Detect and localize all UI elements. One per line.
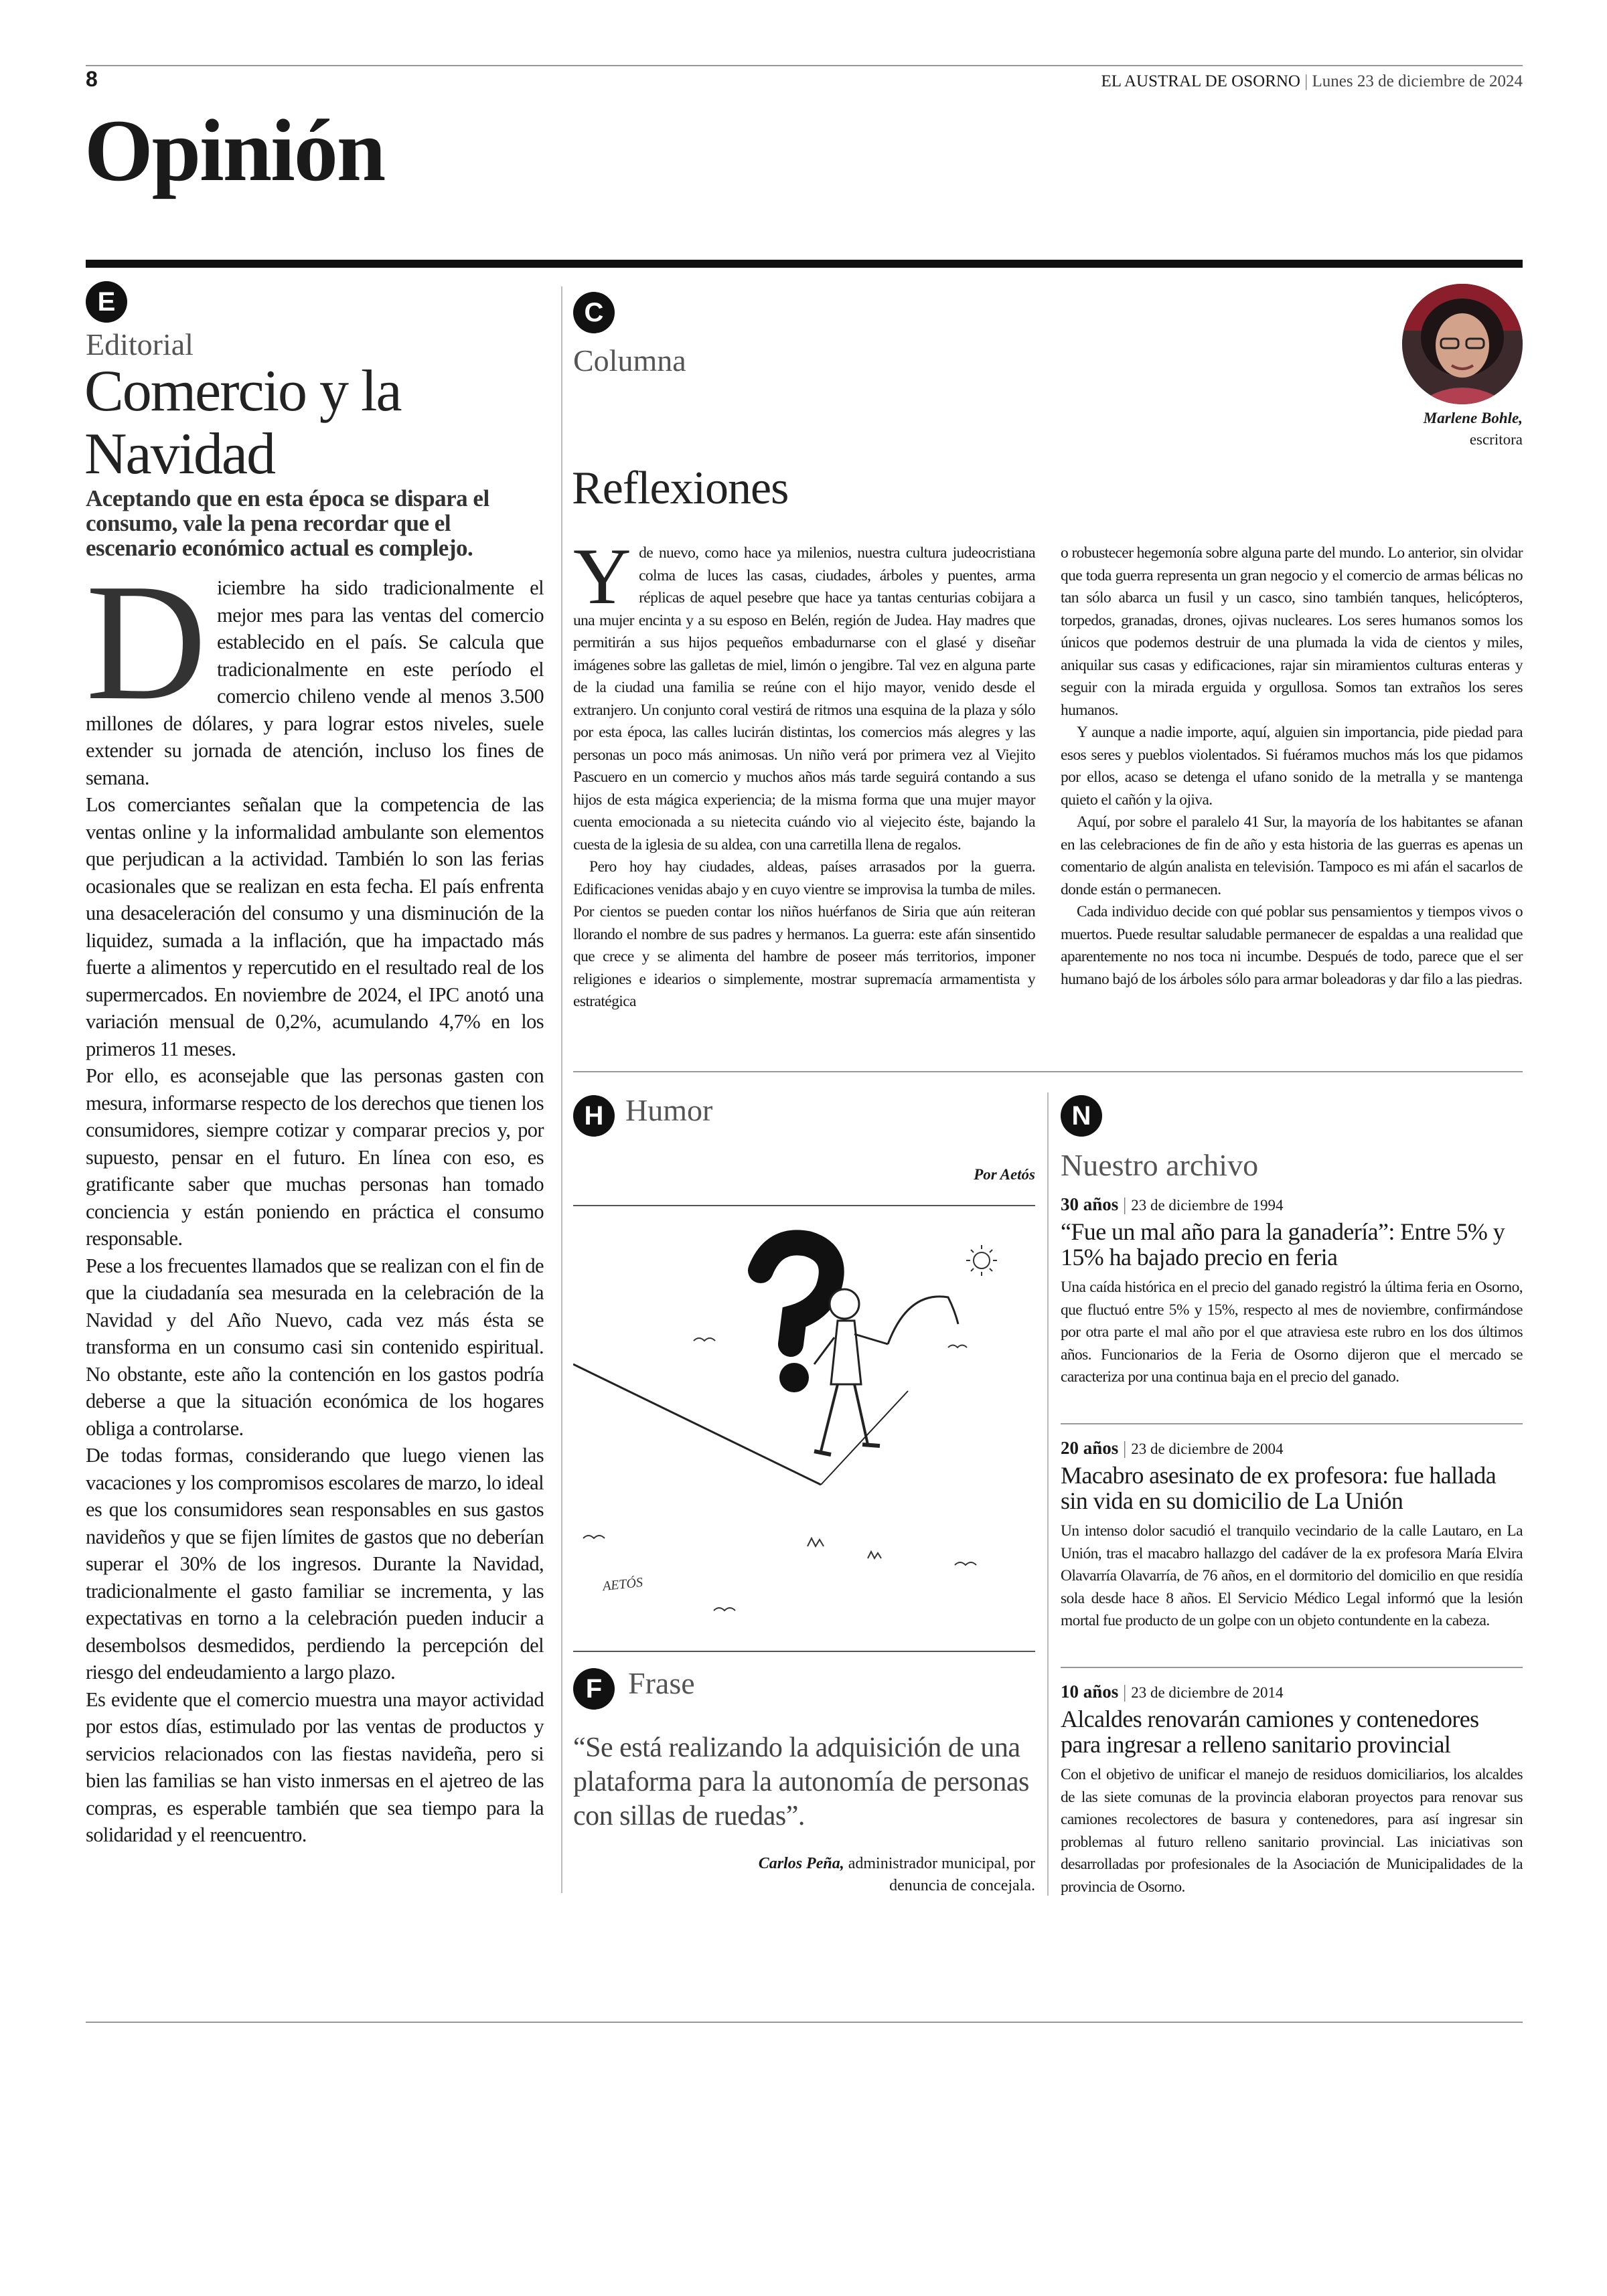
column-divider: [561, 286, 562, 1893]
humor-badge: H: [573, 1095, 615, 1137]
archive-years: 10 años: [1061, 1682, 1119, 1702]
column-paragraph: Cada individuo decide con qué poblar sus pensamientos y tiempos vivos o muertos. Puede resultar saludable permanecer de espaldas a una realidad que aparentemente no nos toca ni incumbe. Después de todo, parece que el ser humano bajó de los árboles sólo para armar boleadoras y dar filo a las piedras.: [1061, 903, 1523, 988]
editorial-paragraph: Es evidente que el comercio muestra una mayor actividad por estos días, estimulado por las ventas de productos y servicios relacionados con las fiestas navideña, pero si bien las familias se han visto inmersas en el ajetreo de las compras, es esperable también que sea tiempo para la solidaridad y el reencuentro.: [86, 1688, 544, 1846]
section-title: Opinión: [84, 101, 385, 199]
column-author-role: escritora: [1469, 431, 1523, 448]
editorial-dropcap: D: [86, 550, 206, 735]
humor-kicker: Humor: [625, 1093, 713, 1127]
editorial-badge: E: [86, 281, 127, 323]
humor-credit: Por Aetós: [974, 1166, 1035, 1183]
editorial-paragraph: Los comerciantes señalan que la competencia de las ventas online y la informalidad ambulante son elementos que perjudican a la actividad. También lo son las ferias ocasionales que se realizan en esta fecha. El país enfrenta una desaceleración del consumo y una disminución de la liquidez, sumada a la inflación, que ha impactado más fuerte a alimentos y repercutido en el resultado real de los supermercados. En noviembre de 2024, el IPC anotó una variación mensual de 0,2%, acumulando 4,7% en los primeros 11 meses.: [86, 793, 544, 1060]
author-photo: [1402, 284, 1523, 404]
column-paragraph: Aquí, por sobre el paralelo 41 Sur, la mayoría de los habitantes se afanan en las celebraciones de fin de año y esta historia de las guerras es apenas un comentario de algún analista en televisión. Tampoco es mi afán el sacarlos de donde están o permanecen.: [1061, 813, 1523, 898]
editorial-kicker: Editorial: [86, 327, 194, 361]
editorial-paragraph: Pese a los frecuentes llamados que se realizan con el fin de que la ciudadanía sea mesurada en la celebración de la Navidad y del Año Nuevo, cada vez más ésta se transforma en un consumo casi sin contenido espiritual. No obstante, este año la contención en los gastos podría deberse a que la situación económica de los hogares obliga a controlarse.: [86, 1254, 544, 1440]
frase-author-name: Carlos Peña,: [758, 1855, 844, 1872]
archive-badge: N: [1061, 1095, 1102, 1137]
column-body-left: [573, 531, 1035, 1013]
editorial-paragraph: De todas formas, considerando que luego vienen las vacaciones y los compromisos escolares de marzo, lo ideal es que los consumidores sean responsables en sus gastos navideños y que se fijen límites de gastos que no deberían superar el 30% de los ingresos. Durante la Navidad, tradicionalmente el gasto familiar se incrementa, y las expectativas en torno a la celebración pueden inducir a desembolsos desmedidos, perdiendo la percepción del riesgo del endeudamiento a largo plazo.: [86, 1444, 544, 1684]
section-rule: [86, 260, 1523, 268]
column-dropcap: Y: [573, 531, 631, 621]
archive-item: 30 años | 23 de diciembre de 1994 “Fue un mal año para la ganadería”: Entre 5% y 15% ha bajado precio en feria Una caída histórica en el precio del ganado registró la última feria en Osorno, que fluctuó entre 5% y 15%, respecto al mes de noviembre, confirmándose por otra parte el mal año por el que atraviesa este rubro en los dos últimos años. Funcionarios de la Feria de Osorno dijeron que el mercado se caracteriza por una continua baja en el precio del ganado.: [1061, 1194, 1523, 1389]
frase-author-desc: administrador municipal, por denuncia de concejala.: [848, 1855, 1035, 1894]
column-badge: C: [573, 292, 615, 333]
column-title: Reflexiones: [572, 463, 789, 514]
column-paragraph: Y aunque a nadie importe, aquí, alguien sin importancia, pide piedad para esos seres y pueblos violentados. Si fuéramos muchos más los que pidamos por ellos, acaso se detenga el ufano sonido de la metralla y se mantenga quieto el cañón y la ojiva.: [1061, 724, 1523, 809]
editorial-paragraph: Por ello, es aconsejable que las personas gasten con mesura, informarse respecto de los derechos que tienen los consumidores, siempre cotizar y comparar precios y, por supuesto, pensar en el futuro. En línea con eso, es gratificante saber que muchas personas han tomado conciencia y están poniendo en práctica el consumo responsable.: [86, 1064, 544, 1250]
cartoon-top-rule: [573, 1205, 1035, 1206]
frase-quote: “Se está realizando la adquisición de una plataforma para la autonomía de personas con sillas de ruedas”.: [573, 1732, 1029, 1831]
archive-body: Un intenso dolor sacudió el tranquilo vecindario de la calle Lautaro, en La Unión, tras el macabro hallazgo del cadáver de la ex profesora María Elvira Olavarría Olavarría, de 76 años, en el dormitorio del domicilio en que residía sola desde hace 8 años. El Servicio Médico Legal informó que la lesión mortal fue producto de un golpe con un objeto contundente en la cabeza.: [1061, 1522, 1523, 1629]
column-kicker: Columna: [573, 343, 686, 378]
editorial-body: [86, 550, 544, 1849]
masthead: EL AUSTRAL DE OSORNO | Lunes 23 de diciembre de 2024: [1101, 72, 1523, 90]
archive-rule: [1061, 1423, 1523, 1424]
publication-name: EL AUSTRAL DE OSORNO: [1101, 72, 1300, 90]
column-paragraph: o robustecer hegemonía sobre alguna parte del mundo. Lo anterior, sin olvidar que toda guerra representa un gran negocio y el comercio de armas bélicas no tan sólo abarca un fusil y un casco, sino también tanques, helicópteros, torpedos, granadas, drones, ojivas nucleares. Los seres humanos somos los únicos que podemos destruir de una plumada la vida de cientos y miles, aniquilar sus casas y edificaciones, rajar sin miramientos culturas enteras y seguir con la mirada erguida y orgullosa. Somos tan extraños los seres humanos.: [1061, 544, 1523, 719]
archive-years: 30 años: [1061, 1194, 1119, 1214]
column-body-right: [1061, 542, 1523, 991]
editorial-paragraph: iciembre ha sido tradicionalmente el mejor mes para las ventas del comercio establecido en el país. Se calcula que tradicionalmente en este período el comercio chileno vende al menos 3.500 millones de dólares, y para lograr estos niveles, suele extender su jornada de atención, incluso los fines de semana.: [86, 576, 544, 789]
column-paragraph: Pero hoy hay ciudades, aldeas, países arrasados por la guerra. Edificaciones venidas abajo y en cuyo vientre se improvisa la tumba de miles. Por cientos se pueden contar los niños huérfanos de Siria que aún reiteran llorando el nombre de sus padres y hermanos. La guerra: este afán sinsentido que crece y se alimenta del hambre de poseer más territorios, imponer religiones e idearios o simplemente, mostrar supremacía armamentista y estratégica: [573, 858, 1035, 1010]
archive-date: 23 de diciembre de 2014: [1131, 1684, 1284, 1701]
frase-author: [700, 1853, 1035, 1897]
archive-kicker: Nuestro archivo: [1061, 1148, 1259, 1182]
archive-date: 23 de diciembre de 1994: [1131, 1197, 1284, 1214]
archive-headline: Macabro asesinato de ex profesora: fue hallada sin vida en su domicilio de La Unión: [1061, 1462, 1497, 1514]
archive-divider: [1047, 1092, 1049, 1896]
column-author-name: Marlene Bohle,: [1423, 410, 1523, 426]
footer-rule: [86, 2022, 1523, 2023]
archive-rule: [1061, 1667, 1523, 1668]
archive-date: 23 de diciembre de 2004: [1131, 1441, 1284, 1457]
publication-date: Lunes 23 de diciembre de 2024: [1312, 72, 1523, 90]
archive-item: 10 años | 23 de diciembre de 2014 Alcaldes renovarán camiones y contenedores para ingresar a relleno sanitario provincial Con el objetivo de unificar el manejo de residuos domiciliarios, los alcaldes de las siete comunas de la provincia elaboran proyectos para renovar sus camiones recolectores de basura y contenedores, para así ingresar sin problemas al futuro relleno sanitario provincial. Las iniciativas son desarrolladas por profesionales de la Asociación de Municipalidades de la provincia de Osorno.: [1061, 1682, 1523, 1898]
column-bottom-rule: [573, 1071, 1523, 1072]
frase-kicker: Frase: [628, 1666, 695, 1700]
archive-headline: Alcaldes renovarán camiones y contenedores para ingresar a relleno sanitario provincial: [1061, 1706, 1479, 1758]
editorial-lead: Aceptando que en esta época se dispara el consumo, vale la pena recordar que el escenario económico actual es complejo.: [86, 485, 489, 561]
frase-badge: F: [573, 1668, 615, 1710]
archive-body: Con el objetivo de unificar el manejo de residuos domiciliarios, los alcaldes de las siete comunas de la provincia elaboran proyectos para renovar sus camiones recolectores de basura y contenedores, para así ingresar sin problemas al futuro relleno sanitario provincial. Las iniciativas son desarrolladas por profesionales de la Asociación de Municipalidades de la provincia de Osorno.: [1061, 1766, 1523, 1896]
archive-years: 20 años: [1061, 1438, 1119, 1458]
cartoon-signature: AETÓS: [601, 1574, 643, 1594]
editorial-title: Comercio y la Navidad: [84, 359, 401, 487]
column-paragraph: de nuevo, como hace ya milenios, nuestra cultura judeocristiana colma de luces las casas, ciudades, árboles y puentes, arma réplicas de aquel pesebre que hace ya tantas centurias cobijara a una mujer encinta y a su esposo en Belén, región de Judea. Hay madres que permitirán a sus hijos pequeños embadurnarse con el glasé y diseñar imágenes sobre las galletas de miel, limón o jengibre. Tal vez en alguna parte de la ciudad una familia se reúne con el hijo mayor, venido desde el extranjero. Un conjunto coral vestirá de ritmos una esquina de la plaza y sólo por esta época, las calles lucirán distintas, los comercios más alegres y las personas un poco más animosas. Un niño verá por primera vez al Viejito Pascuero en un comercio y muchos años más tarde seguirá contando a sus hijos de esta mágica experiencia; de la misma forma que una mujer mayor cuenta emocionada a su nietecita cuándo vio al viejecito éste, bajando la cuesta de la iglesia de su aldea, con una carretilla llena de regalos.: [573, 544, 1035, 853]
cartoon-bottom-rule: [573, 1651, 1035, 1652]
archive-headline: “Fue un mal año para la ganadería”: Entre 5% y 15% ha bajado precio en feria: [1061, 1218, 1505, 1270]
archive-body: Una caída histórica en el precio del ganado registró la última feria en Osorno, que fluctuó entre 5% y 15%, respecto al mes de noviembre, confirmándose por otra parte el mal año por el que atraviesa este rubro en los dos últimos años. Funcionarios de la Feria de Osorno dijeron que el mercado se caracteriza por una continua baja en el precio del ganado.: [1061, 1279, 1523, 1386]
page-number: 8: [86, 67, 98, 91]
archive-item: 20 años | 23 de diciembre de 2004 Macabro asesinato de ex profesora: fue hallada sin vida en su domicilio de La Unión Un intenso dolor sacudió el tranquilo vecindario de la calle Lautaro, en La Unión, tras el macabro hallazgo del cadáver de la ex profesora María Elvira Olavarría Olavarría, de 76 años, en el dormitorio del domicilio en que residía sola desde hace 8 años. El Servicio Médico Legal informó que la lesión mortal fue producto de un golpe con un objeto contundente en la cabeza.: [1061, 1438, 1523, 1633]
